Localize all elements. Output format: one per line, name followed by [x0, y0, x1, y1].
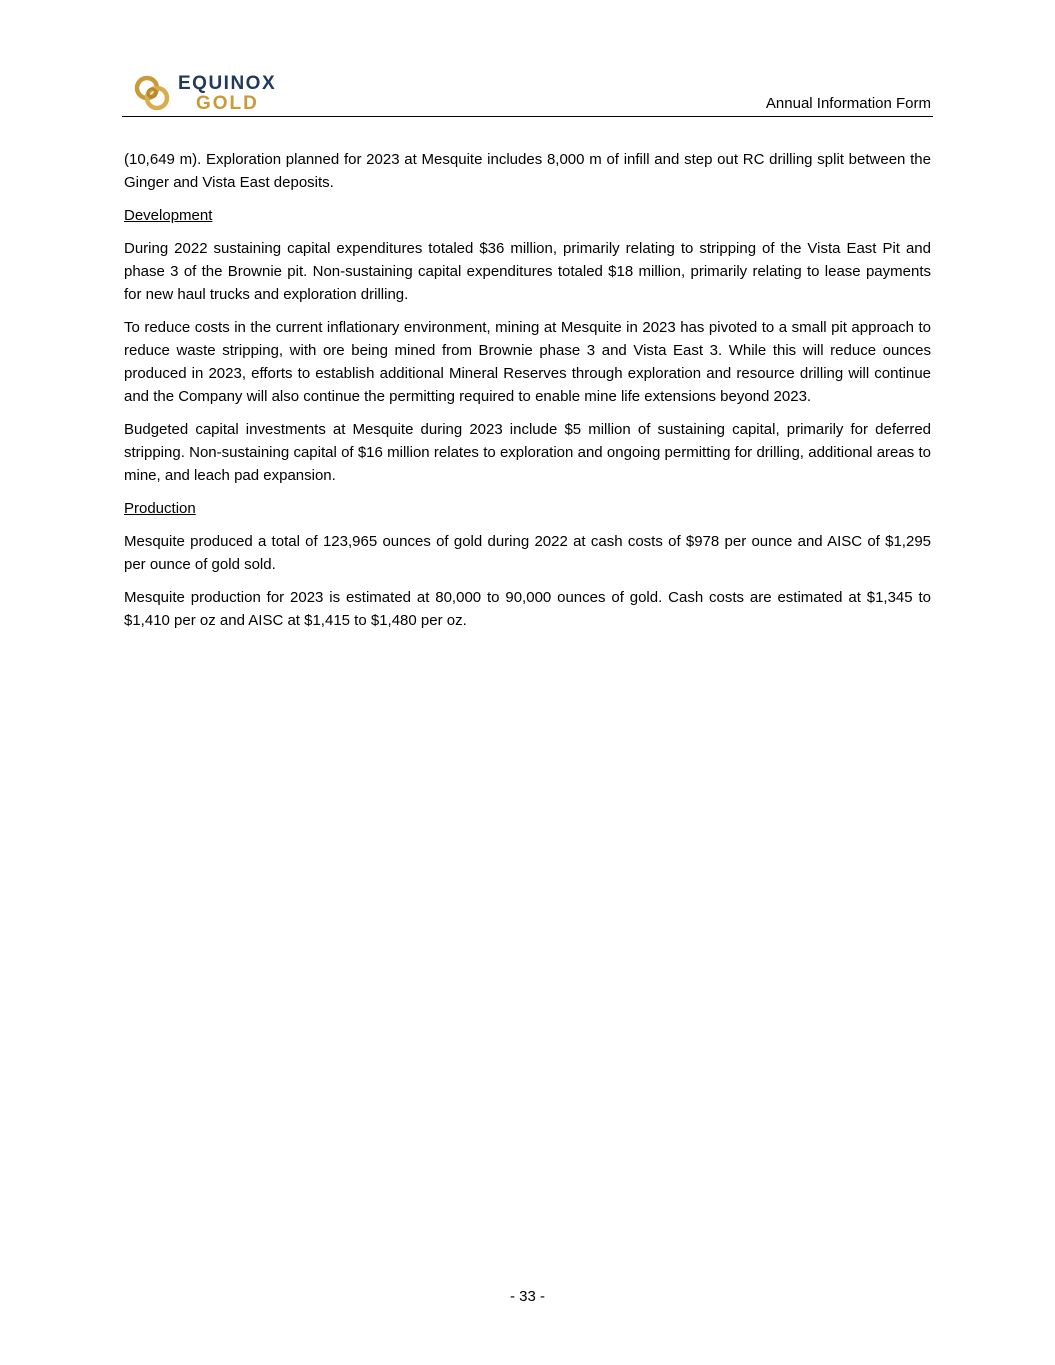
paragraph-development-costs: To reduce costs in the current inflationary environment, mining at Mesquite in 2023 has pivoted to a small pit approach to reduce waste stripping, with ore being mined from Brownie phase 3 and Vista East 3. While this will reduce ounces produced in 2023, efforts to establish additional Mineral Reserves through exploration and resource drilling will continue and the Company will also continue the permitting required to enable mine life extensions beyond 2023.	[124, 319, 931, 405]
page-body	[124, 148, 931, 642]
page-header	[122, 70, 933, 117]
paragraph-production-2023: Mesquite production for 2023 is estimated at 80,000 to 90,000 ounces of gold. Cash costs are estimated at $1,345 to $1,410 per oz and AISC at $1,415 to $1,480 per oz.	[124, 589, 931, 629]
logo-wordmark-equinox: EQUINOX	[178, 72, 277, 94]
logo-wordmark-gold: GOLD	[196, 92, 259, 114]
equinox-gold-emblem-icon	[132, 73, 172, 113]
paragraph-production-2022: Mesquite produced a total of 123,965 ounces of gold during 2022 at cash costs of $978 per ounce and AISC of $1,295 per ounce of gold sold.	[124, 533, 931, 573]
paragraph-development-budget: Budgeted capital investments at Mesquite during 2023 include $5 million of sustaining capital, primarily for deferred stripping. Non-sustaining capital of $16 million relates to exploration and ongoing permitting for drilling, additional areas to mine, and leach pad expansion.	[124, 421, 931, 484]
paragraph-exploration: (10,649 m). Exploration planned for 2023 at Mesquite includes 8,000 m of infill and step out RC drilling split between the Ginger and Vista East deposits.	[124, 151, 931, 191]
heading-production: Production	[124, 500, 196, 517]
page-number: - 33 -	[509, 1288, 545, 1305]
paragraph-development-capex: During 2022 sustaining capital expenditures totaled $36 million, primarily relating to stripping of the Vista East Pit and phase 3 of the Brownie pit. Non-sustaining capital expenditures totaled $18 million, primarily relating to lease payments for new haul trucks and exploration drilling.	[124, 240, 931, 303]
equinox-gold-logo	[132, 72, 276, 114]
heading-development: Development	[124, 207, 213, 224]
document-title: Annual Information Form	[765, 95, 931, 112]
